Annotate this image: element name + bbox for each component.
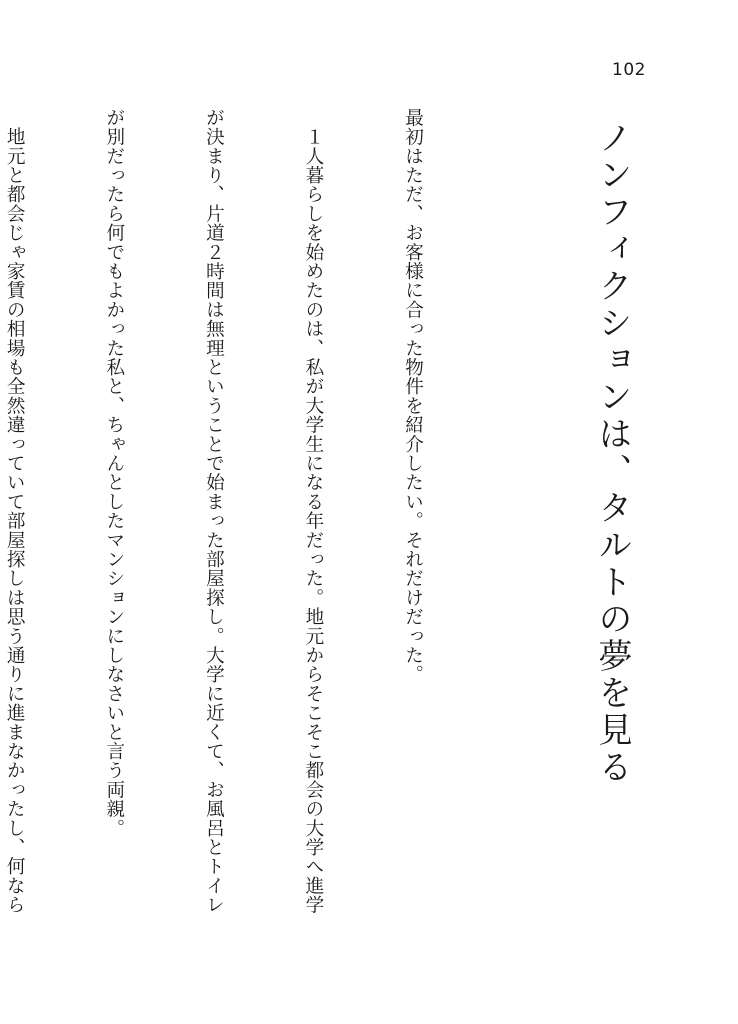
text-line: が別だったら何でもよかった私と、ちゃんとしたマンションにしなさいと言う両親。 xyxy=(103,108,125,838)
chapter-title: ノンフィクションは、タルトの夢を見る xyxy=(592,120,632,786)
text-line: 最初はただ、お客様に合った物件を紹介したい。それだけだった。 xyxy=(402,108,424,684)
body-text xyxy=(4,108,496,938)
page-number: 102 xyxy=(612,60,646,80)
text-line: 地元と都会じゃ家賃の相場も全然違っていて部屋探しは思う通りに進まなかったし、何なら xyxy=(4,108,26,915)
text-line: が決まり、片道２時間は無理ということで始まった部屋探し。大学に近くて、お風呂とトイレ xyxy=(203,108,225,915)
text-line: １人暮らしを始めたのは、私が大学生になる年だった。地元からそこそこ都会の大学へ進学 xyxy=(302,108,324,915)
